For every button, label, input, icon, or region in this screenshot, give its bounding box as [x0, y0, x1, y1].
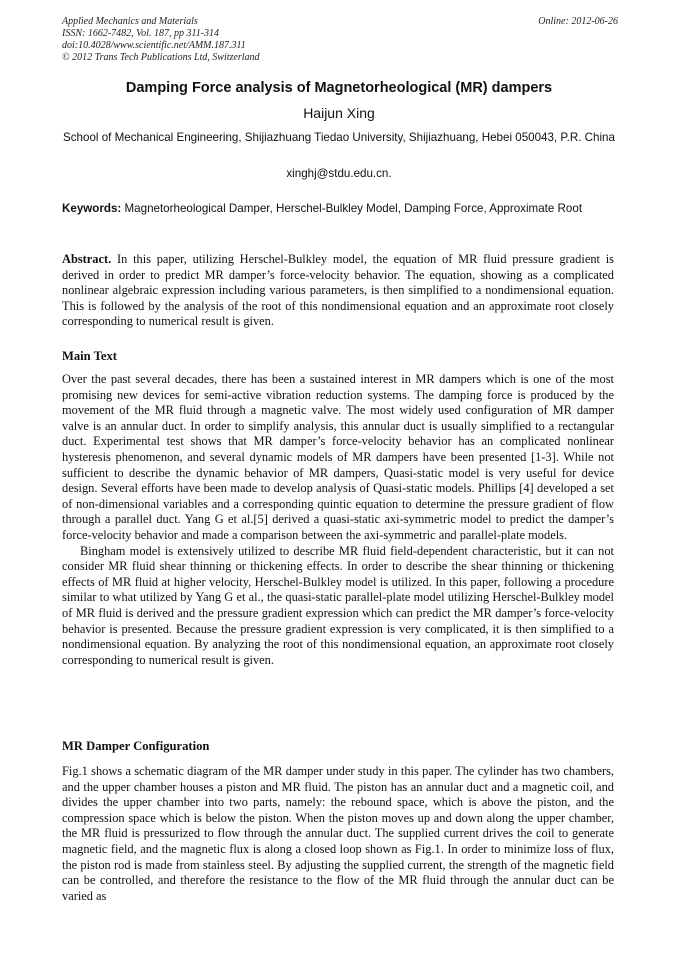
abstract-label: Abstract. — [62, 252, 112, 266]
author-email: xinghj@stdu.edu.cn. — [286, 167, 392, 180]
main-text-body — [62, 372, 614, 668]
abstract-text: In this paper, utilizing Herschel-Bulkley model, the equation of MR fluid pressure gradient is derived in order to predict MR damper’s force-velocity behavior. The equation, showing as a complicated nonlinear algebraic expression including various parameters, is then simplified to a nondimensional equation. This is followed by the analysis of the root of this nondimensional equation and an approximate root closely corresponding to numerical result is given. — [62, 252, 614, 329]
paper-title: Damping Force analysis of Magnetorheological (MR) dampers — [125, 80, 553, 96]
journal-header — [62, 16, 618, 64]
keywords-text: Magnetorheological Damper, Herschel-Bulkley Model, Damping Force, Approximate Root — [124, 202, 583, 215]
issn-line: ISSN: 1662-7482, Vol. 187, pp 311-314 — [62, 28, 220, 39]
abstract-block — [62, 252, 614, 330]
section-heading-configuration: MR Damper Configuration — [62, 739, 210, 753]
online-date: Online: 2012-06-26 — [538, 16, 618, 27]
configuration-body — [62, 764, 614, 904]
paragraph: Fig.1 shows a schematic diagram of the MR damper under study in this paper. The cylinder has two chambers, and the upper chamber houses a piston and MR fluid. The piston has an annular duct and a magnetic coil, and divides the upper chamber into two parts, namely: the rebound space, which is above the piston, and the compression space which is below the piston. When the piston moves up and down along the upper chamber, the MR fluid is pressurized to flow through the annular duct. The supplied current drives the coil to generate magnetic field, and the magnetic flux is along a closed loop shown as Fig.1. In order to minimize loss of flux, the piston rod is made from stainless steel. By adjusting the supplied current, the strength of the magnetic field can be controlled, and therefore the resistance to the flow of the MR fluid through the annular duct can be varied as — [62, 764, 614, 903]
keywords-block — [62, 201, 614, 217]
paragraph: Over the past several decades, there has been a sustained interest in MR dampers which is one of the most promising new devices for semi-active vibration reduction systems. The damping force is produced by the movement of the MR fluid through a magnetic valve. The most widely used configuration of MR damper valve is an annular duct. In order to simplify analysis, this annular duct is usually simplified to a rectangular duct. Experimental test shows that MR damper’s force-velocity behavior has an complicated nonlinear hysteresis phenomenon, and several dynamic models of MR dampers have been presented [1-3]. While not sufficient to describe the dynamic behavior of MR dampers, Quasi-static model is very useful for device design. Several efforts have been made to develop analysis of Quasi-static models. Phillips [4] developed a set of non-dimensional variables and a corresponding quintic equation to determine the pressure gradient of flow through a parallel duct. Yang G et al.[5] derived a quasi-static axi-symmetric model to predict the damper’s force-velocity behavior and made a comparison between the axi-symmetric and parallel-plate models. — [62, 372, 614, 542]
paragraph: Bingham model is extensively utilized to describe MR fluid field-dependent characteristic, but it can not consider MR fluid shear thinning or thickening effects. In order to describe the shear thinning or thickening effects of MR fluid at higher velocity, Herschel-Bulkley model is utilized. In this paper, following a procedure similar to what utilized by Yang G et al., the quasi-static parallel-plate model utilizing Herschel-Bulkley model of MR fluid is derived and the pressure gradient expression which can predict the MR damper’s force-velocity behavior is presented. Because the pressure gradient expression is very complicated, it is then simplified to a nondimensional equation. By analyzing the root of this nondimensional equation, an approximate root closely corresponding to numerical result is given. — [62, 543, 614, 667]
keywords-label: Keywords: — [62, 202, 122, 215]
section-heading-main-text: Main Text — [62, 349, 117, 363]
doi-line: doi:10.4028/www.scientific.net/AMM.187.311 — [62, 40, 246, 51]
copyright-line: © 2012 Trans Tech Publications Ltd, Switzerland — [62, 52, 260, 63]
author-name: Haijun Xing — [303, 105, 375, 121]
journal-name: Applied Mechanics and Materials — [62, 16, 198, 27]
author-affiliation: School of Mechanical Engineering, Shijiazhuang Tiedao University, Shijiazhuang, Hebei 050043, P.R. China — [63, 131, 615, 144]
